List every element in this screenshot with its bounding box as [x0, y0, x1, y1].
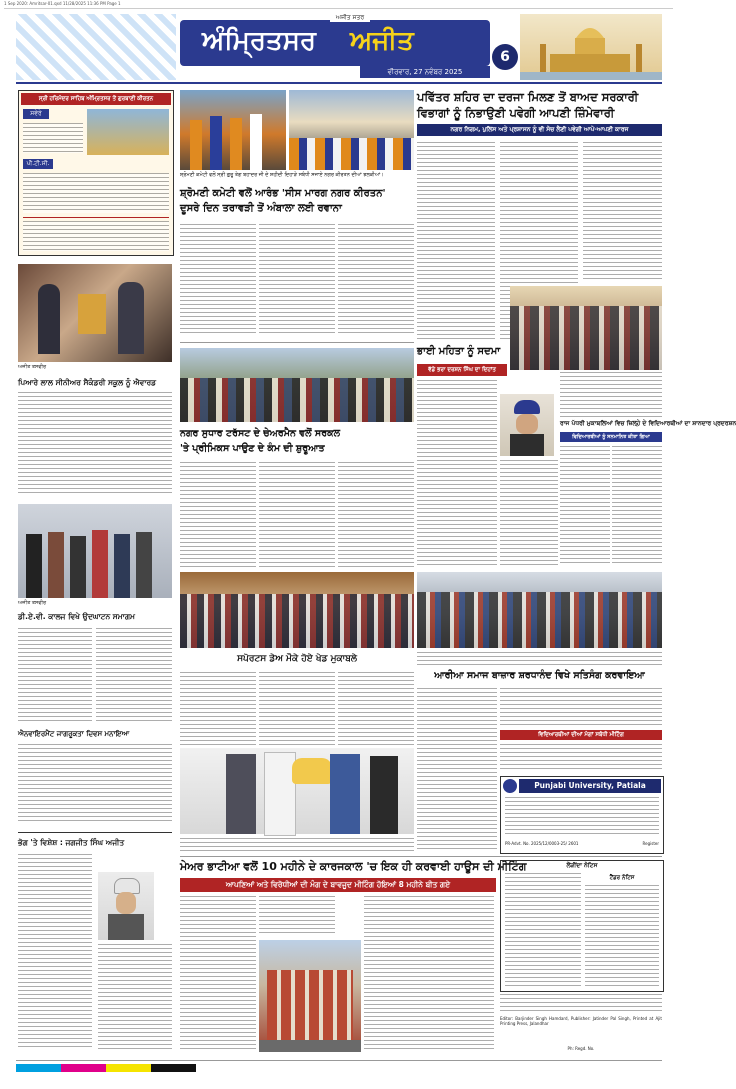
kirtan-headline-2: ਦੂਸਰੇ ਦਿਨ ਤਰਾਵੜੀ ਤੋਂ ਅੰਬਾਲਾ ਲਈ ਰਵਾਨਾ [180, 203, 342, 214]
environment-headline: ਐਨਵਾਇਰਮੈਂਟ ਜਾਗਰੂਕਤਾ ਦਿਵਸ ਮਨਾਇਆ [18, 730, 130, 738]
edition-label: ਅਜੀਤ ਸਤਰ [330, 14, 370, 22]
nagar-headline-1: ਨਗਰ ਸੁਧਾਰ ਟਰੱਸਟ ਦੇ ਚੇਅਰਮੈਨ ਵਲੋਂ ਸਰਕਲ [180, 428, 341, 439]
obituary-headline: ਭੋਗ 'ਤੇ ਵਿਸ਼ੇਸ਼ : ਜਗਜੀਤ ਸਿੰਘ ਅਜੀਤ [18, 838, 125, 847]
dav-caption: ਅਜੀਤ ਤਸਵੀਰ [18, 600, 47, 606]
award-caption: ਅਜੀਤ ਤਸਵੀਰ [18, 364, 47, 370]
masthead-title-1: ਅੰਮ੍ਰਿਤਸਰ [202, 26, 317, 56]
ad-label-channel: ਪੀ.ਟੀ.ਸੀ. [23, 159, 53, 169]
dav-photo [18, 504, 172, 598]
notice-box [500, 860, 664, 992]
university-name: Punjabi University, Patiala [519, 779, 661, 793]
arya-headline: ਆਰੀਆ ਸਮਾਜ ਬਾਜ਼ਾਰ ਸ਼ਰਧਾਨੰਦ ਵਿਖੇ ਸਤਿਸੰਗ ਕਰਵਾਇਆ [434, 670, 645, 681]
university-advt-no: PR-Advt. No. 2025/12/0003-25/ 2601 [505, 841, 579, 846]
footer-editor-line: Editor: Barjinder Singh Hamdard, Publisher: Jatinder Pal Singh, Printed at Ajit Printing Press, Jalandhar [500, 1016, 662, 1026]
students-headline: ਵਿਦਿਆਰਥੀਆਂ ਦੀਆਂ ਮੰਗਾਂ ਸਬੰਧੀ ਮੀਟਿੰਗ [500, 730, 662, 740]
masthead-title-2: ਅਜੀਤ [350, 26, 414, 56]
kirtan-headline-1: ਸ਼੍ਰੋਮਣੀ ਕਮੇਟੀ ਵਲੋਂ ਆਰੰਭ 'ਸੀਸ ਮਾਰਗ ਨਗਰ ਕੀਰਤਨ' [180, 188, 386, 199]
sports-photo [180, 572, 414, 648]
kirtan-caption: ਸ਼੍ਰੋਮਣੀ ਕਮੇਟੀ ਵਲੋਂ ਸ੍ਰੀ ਗੁਰੂ ਤੇਗ ਬਹਾਦਰ ਜੀ ਦੇ ਸ਼ਹੀਦੀ ਦਿਹਾੜੇ ਸਬੰਧੀ ਸਜਾਏ ਨਗਰ ਕੀਰਤਨ ਦੀਆਂ ਝਲਕੀਆਂ। [180, 172, 384, 178]
top-right-headline-1: ਪਵਿੱਤਰ ਸ਼ਹਿਰ ਦਾ ਦਰਜਾ ਮਿਲਣ ਤੋਂ ਬਾਅਦ ਸਰਕਾਰੀ [417, 90, 639, 104]
university-register: Register [642, 841, 659, 846]
page-number: 6 [492, 44, 518, 70]
ad-photo [87, 109, 169, 155]
right-mid-headline: ਰਾਜ ਪੱਧਰੀ ਮੁਕਾਬਲਿਆਂ ਵਿਚ ਜ਼ਿਲ੍ਹੇ ਦੇ ਵਿਦਿਆਰਥੀਆਂ ਦਾ ਸ਼ਾਨਦਾਰ ਪ੍ਰਦਰਸ਼ਨ [560, 420, 736, 427]
top-right-subhead: ਨਗਰ ਨਿਗਮ, ਪੁਲਿਸ ਅਤੇ ਪ੍ਰਸ਼ਾਸਨ ਨੂੰ ਵੀ ਸੋਚ ਲੈਣੀ ਪਵੇਗੀ ਆਪੋ-ਆਪਣੀ ਕਾਰਜ [417, 124, 662, 136]
ceremony-photo [180, 748, 414, 834]
bhai-headline: ਭਾਈ ਮਹਿਤਾ ਨੂੰ ਸਦਮਾ [417, 346, 501, 357]
masthead-pattern-left [16, 14, 176, 80]
bhai-photo [500, 394, 554, 456]
bhai-subhead: ਵੱਡੇ ਭਰਾ ਦਰਸ਼ਨ ਸਿੰਘ ਦਾ ਦਿਹਾਂਤ [417, 364, 507, 376]
print-strip: 1 Sep 2020: Amritsar-01.qxd 11/28/2025 11:36 PM Page 1 [4, 1, 121, 6]
notice-title: ਲੋੜੀਂਦਾ ਨੋਟਿਸ [566, 862, 598, 869]
masthead [180, 14, 490, 78]
mayor-building-photo [259, 940, 361, 1052]
obituary-photo [98, 872, 154, 940]
award-headline: ਪਿਆਰੇ ਲਾਲ ਸੀਨੀਅਰ ਸੈਕੰਡਰੀ ਸਕੂਲ ਨੂੰ ਐਵਾਰਡ [18, 378, 157, 387]
university-ad [500, 776, 664, 854]
right-group-photo [417, 572, 662, 648]
award-photo [18, 264, 172, 362]
ad-box-kirtan [18, 90, 174, 256]
crop-line [4, 8, 673, 9]
ad-label-morning: ਸਵੇਰੇ [23, 109, 49, 119]
kirtan-photo-2 [289, 90, 414, 170]
golden-temple-illustration [520, 14, 662, 80]
right-mid-photo [510, 286, 662, 370]
footer-phone-label: Ph: Regd. No. [567, 1046, 595, 1051]
masthead-rule [16, 82, 662, 84]
right-mid-subhead: ਵਿਦਿਆਰਥੀਆਂ ਨੂੰ ਸਨਮਾਨਿਤ ਕੀਤਾ ਗਿਆ [560, 432, 662, 442]
sports-headline: ਸਪੋਰਟਸ ਡੇਅ ਮੌਕੇ ਹੋਏ ਖੇਡ ਮੁਕਾਬਲੇ [237, 654, 357, 664]
tender-label: ਟੈਂਡਰ ਨੋਟਿਸ [609, 875, 635, 881]
top-right-headline-2: ਵਿਭਾਗਾਂ ਨੂੰ ਨਿਭਾਉਣੀ ਪਵੇਗੀ ਆਪਣੀ ਜ਼ਿੰਮੇਵਾਰੀ [417, 106, 615, 120]
mayor-headline: ਮੇਅਰ ਭਾਟੀਆ ਵਲੋਂ 10 ਮਹੀਨੇ ਦੇ ਕਾਰਜਕਾਲ 'ਚ ਇਕ ਹੀ ਕਰਵਾਈ ਹਾਊਸ ਦੀ ਮੀਟਿੰਗ [180, 860, 527, 873]
masthead-date: ਵੀਰਵਾਰ, 27 ਨਵੰਬਰ 2025 [360, 66, 490, 78]
mayor-subhead: ਆਪਣਿਆਂ ਅਤੇ ਵਿਰੋਧੀਆਂ ਦੀ ਮੰਗ ਦੇ ਬਾਵਜੂਦ ਮੀਟਿੰਗ ਹੋਇਆਂ 8 ਮਹੀਨੇ ਬੀਤ ਗਏ [180, 878, 496, 892]
dav-headline: ਡੀ.ਏ.ਵੀ. ਕਾਲਜ ਵਿਖੇ ਉਦਘਾਟਨ ਸਮਾਗਮ [18, 612, 135, 621]
nagar-headline-2: 'ਤੇ ਪ੍ਰੀਮਿਕਸ ਪਾਉਣ ਦੇ ਕੰਮ ਦੀ ਸ਼ੁਰੂਆਤ [180, 443, 325, 454]
kirtan-photo-1 [180, 90, 286, 170]
ad-box-title: ਸ੍ਰੀ ਹਰਿਮੰਦਰ ਸਾਹਿਬ ਅੰਮ੍ਰਿਤਸਰ ਤੋਂ ਗੁਰਬਾਣੀ ਕੀਰਤਨ [21, 93, 171, 105]
print-color-bar [16, 1064, 196, 1072]
nagar-photo [180, 348, 414, 422]
